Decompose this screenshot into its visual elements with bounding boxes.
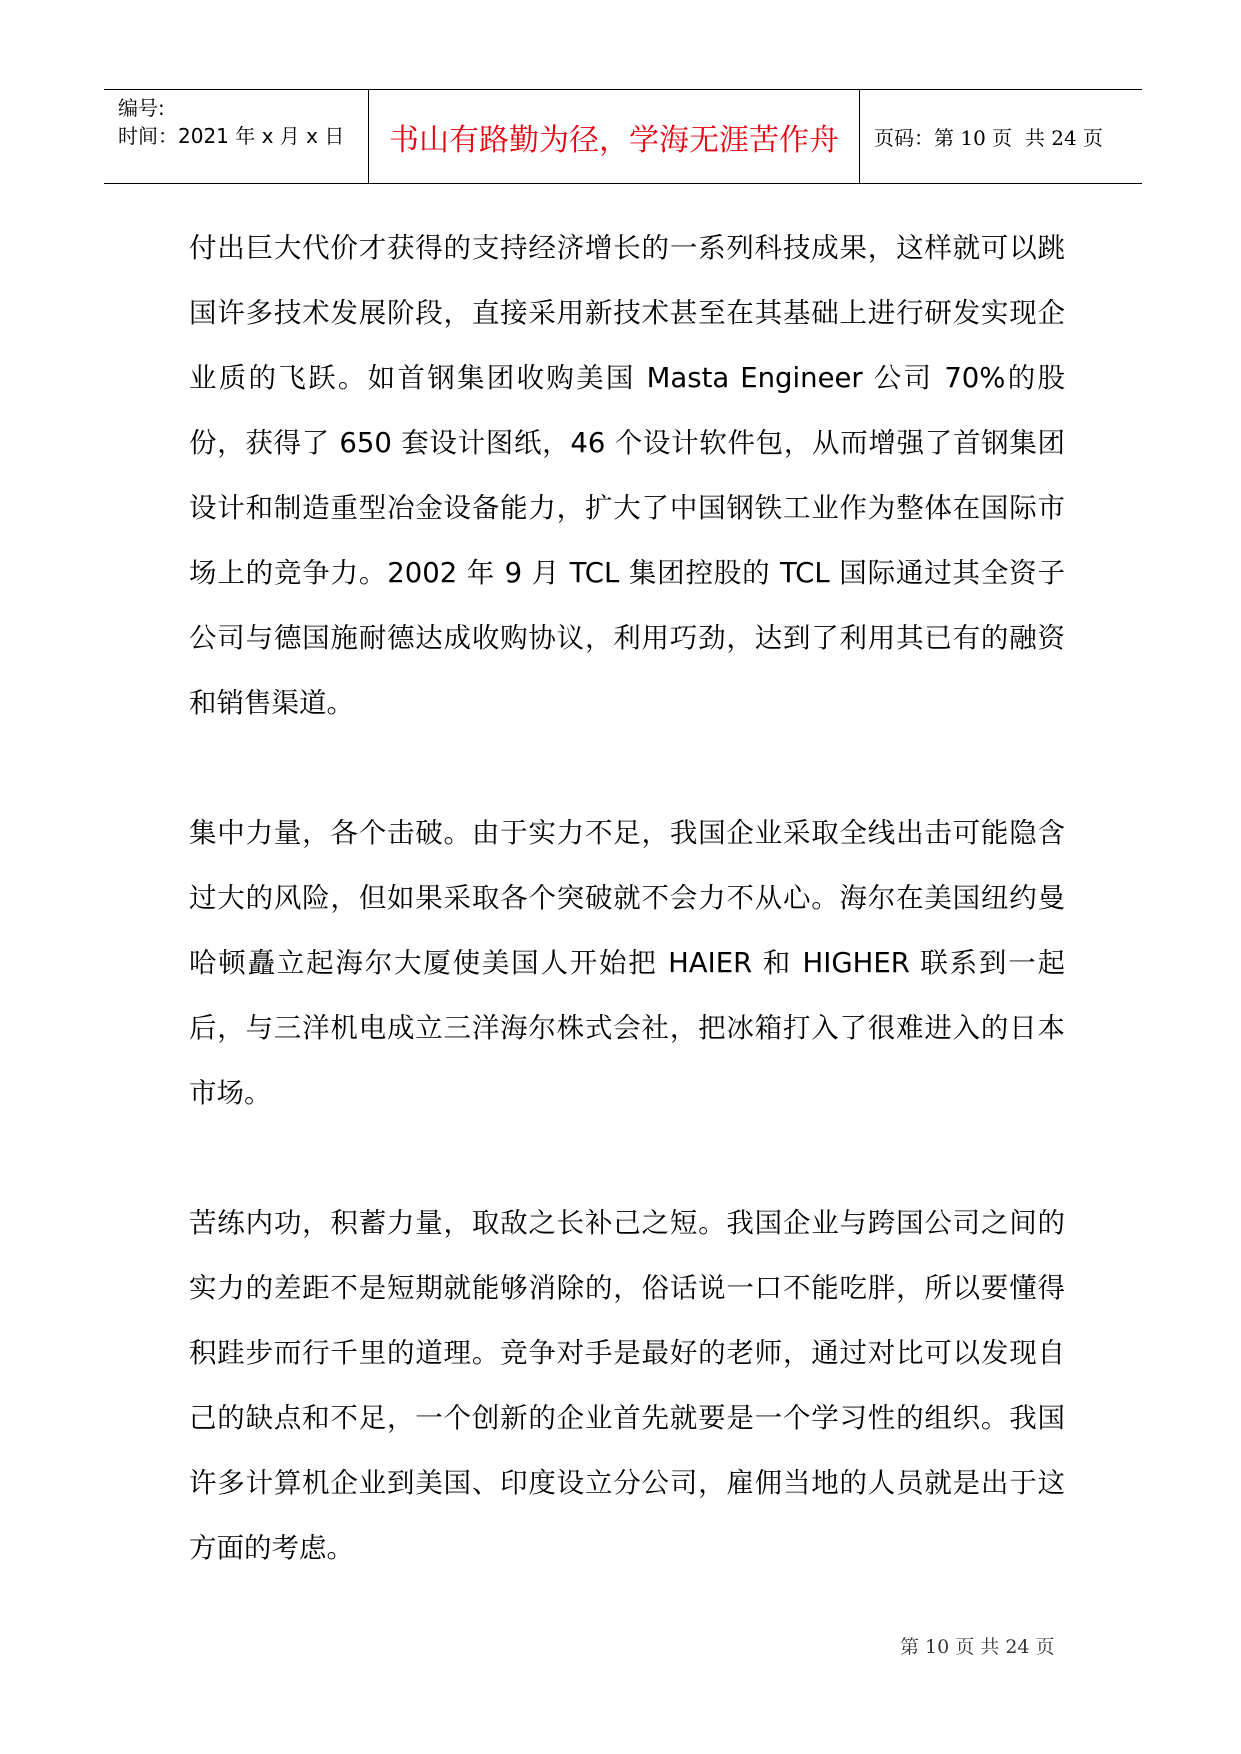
header-divider (368, 90, 369, 183)
paragraph: 集中力量，各个击破。由于实力不足，我国企业采取全线出击可能隐含过大的风险，但如果采取各个突破就不会力不从心。海尔在美国纽约曼哈顿矗立起海尔大厦使美国人开始把 HAIER 和 HIGHER 联系到一起后，与三洋机电成立三洋海尔株式会社，把冰箱打入了很难进入的日本市场。 (189, 817, 1065, 1109)
header-motto: 书山有路勤为径，学海无涯苦作舟 (389, 122, 839, 158)
header-divider (859, 90, 860, 183)
header-meta (118, 94, 344, 150)
time-label: 时间：2021 年 x 月 x 日 (118, 124, 345, 148)
paragraph: 苦练内功，积蓄力量，取敌之长补己之短。我国企业与跨国公司之间的实力的差距不是短期就能够消除的，俗话说一口不能吃胖，所以要懂得积跬步而行千里的道理。竞争对手是最好的老师，通过对比可以发现自己的缺点和不足，一个创新的企业首先就要是一个学习性的组织。我国许多计算机企业到美国、印度设立分公司，雇佣当地的人员就是出于这方面的考虑。 (189, 1207, 1065, 1564)
page-footer: 第 10 页 共 24 页 (900, 1636, 1055, 1658)
paragraph: 付出巨大代价才获得的支持经济增长的一系列科技成果，这样就可以跳国许多技术发展阶段，直接采用新技术甚至在其基础上进行研发实现企业质的飞跃。如首钢集团收购美国 Masta Engineer 公司 70%的股份，获得了 650 套设计图纸，46 个设计软件包，从而增强了首钢集团设计和制造重型冶金设备能力，扩大了中国钢铁工业作为整体在国际市场上的竞争力。2002 年 9 月 TCL 集团控股的 TCL 国际通过其全资子公司与德国施耐德达成收购协议，利用巧劲，达到了利用其已有的融资和销售渠道。 (189, 232, 1065, 719)
header-page-code: 页码：第 10 页 共 24 页 (874, 126, 1104, 150)
number-label: 编号: (118, 96, 165, 120)
document-body (189, 216, 1065, 1646)
page-header (104, 89, 1142, 184)
